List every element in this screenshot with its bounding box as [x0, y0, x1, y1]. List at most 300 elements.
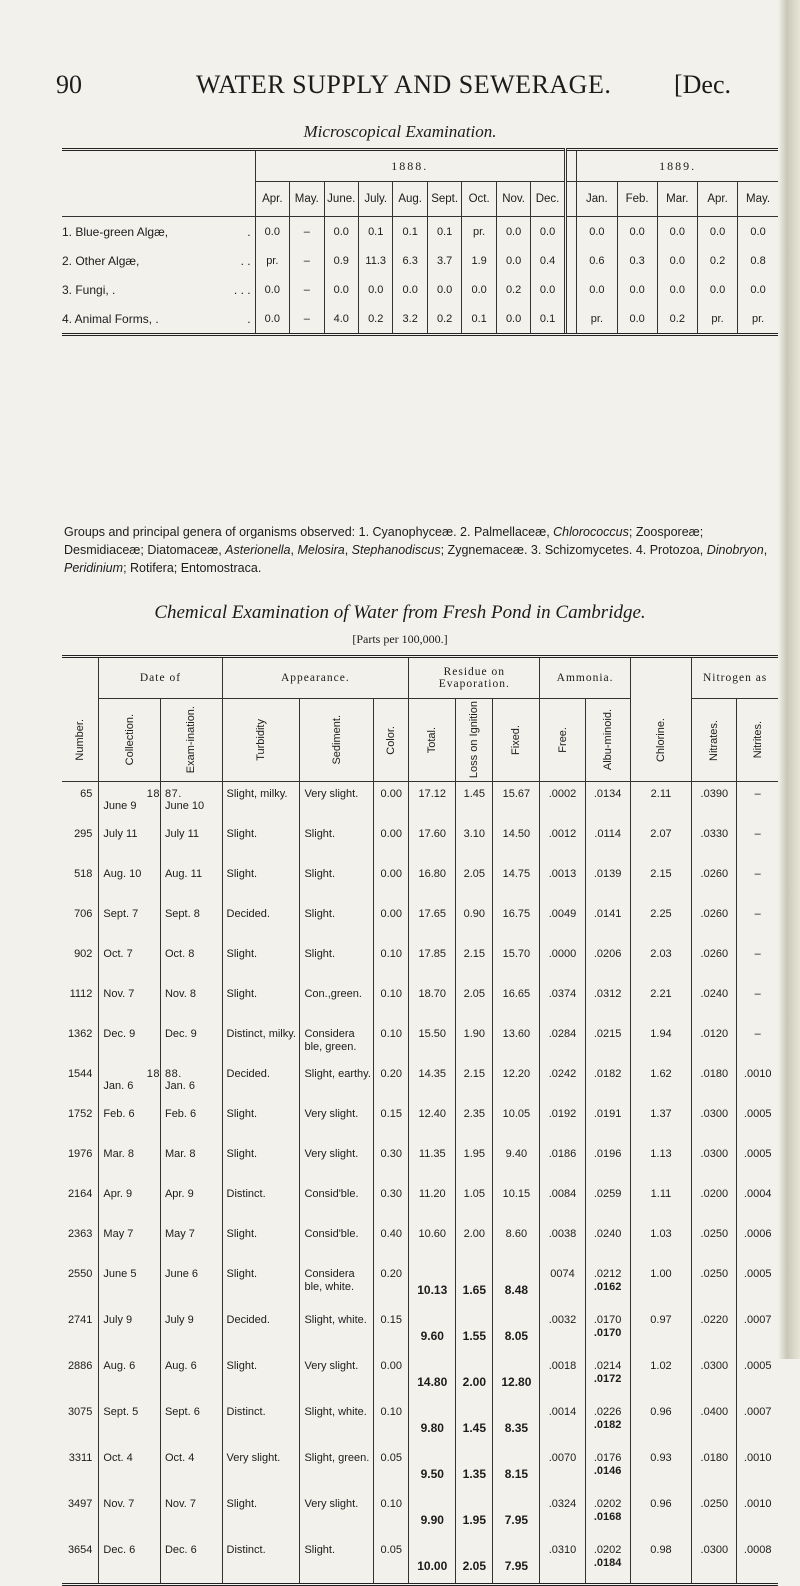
- month-1888-7: Nov.: [496, 182, 530, 217]
- chem-cell: [737, 1022, 778, 1062]
- chem-value: –: [754, 788, 761, 800]
- chem-value: 17.65: [418, 908, 447, 920]
- year-separator: [565, 275, 576, 304]
- chem-value: .0312: [593, 988, 622, 1000]
- chem-cell: [222, 1222, 300, 1262]
- chem-cell: [300, 1062, 374, 1102]
- chem-cell: [456, 1022, 493, 1062]
- col-header-text: Loss on Ignition: [468, 701, 481, 779]
- col-header-11: [630, 699, 692, 782]
- chem-cell: Very slight.: [300, 1354, 374, 1400]
- month-1889-3: Apr.: [697, 182, 737, 217]
- chem-cell: [409, 1354, 456, 1400]
- micro-row: [62, 304, 778, 335]
- chem-value: 1.90: [463, 1028, 486, 1040]
- chem-cell: [409, 1308, 456, 1354]
- col-header-text: Number.: [74, 718, 87, 761]
- col-header-1: [99, 699, 161, 782]
- chem-cell: [62, 942, 99, 982]
- micro-cell: 11.3: [358, 246, 392, 275]
- chem-value: .0120: [700, 1028, 729, 1040]
- chem-cell: [585, 1446, 630, 1492]
- chem-cell: [630, 862, 692, 902]
- col-header-9: [540, 699, 585, 782]
- chem-value: 65: [80, 788, 93, 800]
- chem-value: .0084: [548, 1188, 577, 1200]
- chem-cell: [160, 1062, 222, 1102]
- chem-cell: .0008: [737, 1538, 778, 1584]
- chem-cell: [630, 1062, 692, 1102]
- chem-cell: Considera ble, white.: [300, 1262, 374, 1308]
- chem-value: 0.10: [380, 948, 402, 960]
- chem-value: 0.10: [380, 1028, 402, 1040]
- chem-cell: Aug. 6: [160, 1354, 222, 1400]
- micro-cell: 0.0: [462, 275, 496, 304]
- chem-value: .0176: [593, 1452, 622, 1464]
- chem-cell: .0250: [692, 1262, 737, 1308]
- micro-cell: 0.2: [496, 275, 530, 304]
- chem-cell: [585, 1182, 630, 1222]
- chem-value: 1544: [67, 1068, 93, 1080]
- chem-value: 1.94: [650, 1028, 672, 1040]
- chem-cell: .0018: [540, 1354, 585, 1400]
- chem-cell: [692, 1222, 737, 1262]
- chem-row: [62, 982, 778, 1022]
- chem-cell: [493, 862, 540, 902]
- micro-cell: 0.6: [577, 246, 617, 275]
- chemical-table: [62, 655, 778, 1586]
- chem-value: Dec. 9: [103, 1028, 136, 1040]
- chem-value: –: [754, 908, 761, 920]
- chem-value: .0038: [548, 1228, 577, 1240]
- chem-value: Nov. 8: [164, 988, 196, 1000]
- micro-cell: 1.9: [462, 246, 496, 275]
- chem-cell: .0250: [692, 1492, 737, 1538]
- chem-cell: [160, 1222, 222, 1262]
- micro-cell: 0.0: [496, 304, 530, 335]
- chem-cell: [456, 1262, 493, 1308]
- chem-value: 902: [74, 948, 93, 960]
- chem-cell: [456, 902, 493, 942]
- chem-value: 3.10: [463, 828, 486, 840]
- chem-cell: [409, 942, 456, 982]
- chem-cell: [630, 782, 692, 823]
- chem-cell: [585, 1400, 630, 1446]
- chem-cell: [493, 902, 540, 942]
- chem-cell: [493, 782, 540, 823]
- col-header-text: Collection.: [123, 714, 136, 766]
- chem-cell: 0.97: [630, 1308, 692, 1354]
- micro-cell: pr.: [255, 246, 289, 275]
- month-1888-0: Apr.: [255, 182, 289, 217]
- chem-cell: .0300: [692, 1538, 737, 1584]
- chem-cell: .0010: [737, 1446, 778, 1492]
- chem-value: May 7: [164, 1228, 195, 1240]
- chem-value: .0182: [593, 1068, 622, 1080]
- chem-value: 1.03: [650, 1228, 672, 1240]
- chem-cell: Nov. 7: [160, 1492, 222, 1538]
- chem-cell: [300, 822, 374, 862]
- chem-row: [62, 942, 778, 982]
- micro-cell: pr.: [697, 304, 737, 335]
- chem-value: 0.30: [380, 1188, 402, 1200]
- micro-cell: 0.0: [657, 217, 697, 247]
- chem-cell: [374, 982, 409, 1022]
- col-header-7: [456, 699, 493, 782]
- chem-cell: [62, 1022, 99, 1062]
- chem-value: Feb. 6: [164, 1108, 197, 1120]
- chem-cell: [493, 1492, 540, 1538]
- chem-cell: [493, 982, 540, 1022]
- chem-value-bold: 2.00: [462, 1375, 486, 1389]
- chem-cell: [456, 1062, 493, 1102]
- chem-cell: Slight, white.: [300, 1308, 374, 1354]
- chem-cell: [99, 1062, 161, 1102]
- chem-cell: [692, 862, 737, 902]
- chem-cell: [737, 822, 778, 862]
- chem-row: [62, 1182, 778, 1222]
- chem-cell: [62, 862, 99, 902]
- chem-cell: [160, 902, 222, 942]
- chem-cell: Decided.: [222, 1308, 300, 1354]
- chem-value: 0.30: [380, 1148, 402, 1160]
- micro-cell: 0.0: [324, 217, 358, 247]
- chem-cell: [692, 1142, 737, 1182]
- chem-value: 17.12: [418, 788, 447, 800]
- chem-caption: Chemical Examination of Water from Fresh Pond in Cambridge.: [154, 602, 646, 623]
- chem-value: Very slight.: [304, 788, 359, 800]
- chem-cell: [630, 822, 692, 862]
- chem-cell: [300, 982, 374, 1022]
- chem-value: Nov. 7: [103, 988, 135, 1000]
- chem-cell: [374, 862, 409, 902]
- chem-cell: .0007: [737, 1400, 778, 1446]
- chem-cell: [409, 1022, 456, 1062]
- micro-row: [62, 217, 778, 247]
- col-header-0: [62, 699, 99, 782]
- chem-value: .0170: [593, 1314, 622, 1326]
- chem-cell: [493, 1538, 540, 1584]
- year-1889: 1889.: [577, 150, 778, 182]
- micro-cell: 0.4: [531, 246, 565, 275]
- micro-cell: 0.0: [617, 275, 657, 304]
- month-1889-0: Jan.: [577, 182, 617, 217]
- month-1889-2: Mar.: [657, 182, 697, 217]
- micro-row-label: [62, 217, 255, 247]
- micro-cell: 0.1: [427, 217, 461, 247]
- col-header-8: [493, 699, 540, 782]
- chem-cell: Nov. 7: [99, 1492, 161, 1538]
- chem-cell: [409, 982, 456, 1022]
- micro-cell: 4.0: [324, 304, 358, 335]
- chem-cell: [456, 1102, 493, 1142]
- chem-cell: [374, 942, 409, 982]
- micro-cell: –: [290, 217, 324, 247]
- chem-cell: July 9: [99, 1308, 161, 1354]
- micro-cell: 0.0: [427, 275, 461, 304]
- chem-row: [62, 782, 778, 823]
- chem-value-bold: 12.80: [501, 1375, 532, 1389]
- col-header-text: Color.: [385, 725, 398, 755]
- chem-cell: 1.02: [630, 1354, 692, 1400]
- chem-cell: Oct. 4: [160, 1446, 222, 1492]
- chem-cell: [300, 1102, 374, 1142]
- chem-cell: [737, 902, 778, 942]
- chem-row: [62, 1222, 778, 1262]
- chem-cell: [374, 1222, 409, 1262]
- row-label-dots: . . .: [233, 282, 251, 297]
- chem-value: 1.45: [463, 788, 486, 800]
- chem-value-bold: 1.55: [462, 1329, 486, 1343]
- chem-value: 1.62: [650, 1068, 672, 1080]
- micro-cell: 0.0: [531, 275, 565, 304]
- chem-value: 2.07: [650, 828, 672, 840]
- chem-cell: 2886: [67, 1360, 93, 1372]
- group-ammonia: Ammonia.: [540, 657, 630, 699]
- chem-cell: [300, 1222, 374, 1262]
- chem-cell: 0.96: [630, 1400, 692, 1446]
- chem-value: 2.05: [463, 988, 486, 1000]
- chem-cell: Slight.: [222, 1492, 300, 1538]
- chem-cell: Oct. 4: [99, 1446, 161, 1492]
- chem-value: .0012: [548, 828, 577, 840]
- chem-value: 15.70: [502, 948, 531, 960]
- chem-value-bold: 9.50: [420, 1467, 444, 1481]
- chem-row: [62, 1142, 778, 1182]
- micro-cell: 0.0: [697, 217, 737, 247]
- col-header-text: Free.: [556, 727, 569, 753]
- chem-value: .0374: [548, 988, 577, 1000]
- chem-value: –: [754, 948, 761, 960]
- month-1888-4: Aug.: [393, 182, 427, 217]
- chem-cell: .0324: [540, 1492, 585, 1538]
- micro-cell: 0.0: [255, 304, 289, 335]
- chem-value: 14.50: [502, 828, 531, 840]
- chem-value: Consid'ble.: [304, 1188, 359, 1200]
- chem-row: [62, 1538, 778, 1584]
- chem-cell: [585, 1538, 630, 1584]
- chem-cell: July 9: [160, 1308, 222, 1354]
- chem-value: 2164: [67, 1188, 93, 1200]
- chem-value-bold: .0182: [593, 1419, 622, 1431]
- year-separator: [565, 217, 576, 247]
- micro-row-label: [62, 304, 255, 335]
- chem-value: Sept. 7: [103, 908, 139, 920]
- chem-cell: [62, 1182, 99, 1222]
- chem-value: 16.65: [502, 988, 531, 1000]
- chem-cell: Slight.: [300, 1538, 374, 1584]
- chem-value: –: [754, 868, 761, 880]
- chem-value: Feb. 6: [103, 1108, 135, 1120]
- micro-cell: 3.2: [393, 304, 427, 335]
- chem-value: .0000: [548, 948, 577, 960]
- chem-cell: [99, 1102, 161, 1142]
- chem-value: 0.00: [380, 908, 402, 920]
- chem-value-bold: 10.13: [417, 1283, 448, 1297]
- chem-value: .0134: [593, 788, 622, 800]
- chem-cell: [737, 1062, 778, 1102]
- chem-cell: [160, 862, 222, 902]
- chem-value: .0139: [593, 868, 622, 880]
- chem-value: 14.35: [418, 1068, 447, 1080]
- chem-value: .0141: [593, 908, 622, 920]
- chem-cell: .0005: [737, 1354, 778, 1400]
- chem-cell: [62, 822, 99, 862]
- chem-value: Slight.: [226, 948, 258, 960]
- chem-cell: [737, 1182, 778, 1222]
- chem-value: 2.05: [463, 868, 486, 880]
- chem-value-bold: 8.48: [504, 1283, 529, 1297]
- chem-value: Slight.: [304, 948, 336, 960]
- chem-cell: [540, 982, 585, 1022]
- chem-value: 15.50: [418, 1028, 447, 1040]
- chem-value: Apr. 9: [103, 1188, 133, 1200]
- chem-cell: [585, 1102, 630, 1142]
- micro-cell: 0.0: [393, 275, 427, 304]
- chem-value: .0186: [548, 1148, 577, 1160]
- chem-cell: [456, 1182, 493, 1222]
- chem-value: 0.00: [380, 828, 402, 840]
- chem-value: 16.80: [418, 868, 447, 880]
- chem-cell: [692, 942, 737, 982]
- chem-cell: Aug. 6: [99, 1354, 161, 1400]
- chem-value: June 9: [103, 800, 137, 812]
- chem-cell: [493, 1102, 540, 1142]
- chem-cell: [409, 902, 456, 942]
- chem-row: [62, 822, 778, 862]
- chem-cell: .0180: [692, 1446, 737, 1492]
- month-1888-8: Dec.: [531, 182, 565, 217]
- micro-row-label: [62, 246, 255, 275]
- chem-value: 14.75: [502, 868, 531, 880]
- chem-cell: [456, 1142, 493, 1182]
- year-separator: [565, 246, 576, 275]
- chem-value: –: [754, 988, 761, 1000]
- chem-cell: [300, 942, 374, 982]
- chem-cell: [409, 1182, 456, 1222]
- chem-value: .0240: [593, 1228, 622, 1240]
- chem-cell: [300, 1022, 374, 1062]
- chem-value: 0.20: [380, 1068, 402, 1080]
- col-header-4: [300, 699, 374, 782]
- col-header-2: [160, 699, 222, 782]
- chem-cell: [585, 1022, 630, 1062]
- chem-cell: [692, 1182, 737, 1222]
- micro-cell: 3.7: [427, 246, 461, 275]
- chem-value: .0200: [700, 1188, 729, 1200]
- chem-cell: [692, 782, 737, 823]
- micro-cell: 0.0: [255, 217, 289, 247]
- chem-cell: [160, 942, 222, 982]
- chem-value: .0215: [593, 1028, 622, 1040]
- chem-cell: [493, 942, 540, 982]
- chem-row: [62, 1308, 778, 1354]
- chem-cell: [585, 1354, 630, 1400]
- chem-value: 11.20: [418, 1188, 446, 1200]
- chem-cell: [160, 822, 222, 862]
- chem-value: .0330: [700, 828, 729, 840]
- chem-cell: [409, 1222, 456, 1262]
- year-separator: [565, 182, 576, 217]
- chem-cell: [374, 822, 409, 862]
- micro-cell: 0.3: [617, 246, 657, 275]
- page-edge-shadow: [778, 0, 800, 1359]
- chem-cell: Slight, white.: [300, 1400, 374, 1446]
- chem-cell: [222, 942, 300, 982]
- chem-value: 9.40: [505, 1148, 528, 1160]
- micro-cell: 0.0: [657, 275, 697, 304]
- chem-cell: [630, 1142, 692, 1182]
- chem-cell: [692, 982, 737, 1022]
- chem-value-bold: .0168: [593, 1511, 622, 1523]
- chem-row: [62, 1400, 778, 1446]
- chem-cell: [540, 1062, 585, 1102]
- row-label-dots: . .: [240, 253, 251, 268]
- row-label-text: 2. Other Algæ,: [62, 253, 140, 268]
- chem-cell: [456, 1354, 493, 1400]
- micro-cell: pr.: [738, 304, 778, 335]
- chem-value: 11.35: [418, 1148, 446, 1160]
- col-header-text: Exam-ination.: [185, 706, 198, 774]
- chem-value: 1.37: [650, 1108, 672, 1120]
- chem-value: .0260: [700, 908, 729, 920]
- chem-cell: Sept. 5: [99, 1400, 161, 1446]
- chem-cell: 3497: [67, 1498, 93, 1510]
- chem-value: Oct. 7: [103, 948, 133, 960]
- chem-value: 2.15: [463, 948, 486, 960]
- chem-value: .0260: [700, 948, 729, 960]
- chem-cell: [160, 982, 222, 1022]
- chem-cell: [630, 942, 692, 982]
- col-header-10: [585, 699, 630, 782]
- chem-cell: .0005: [737, 1262, 778, 1308]
- chem-cell: [630, 1222, 692, 1262]
- chem-value: 2.25: [650, 908, 672, 920]
- chem-cell: [493, 1400, 540, 1446]
- chem-value: 518: [74, 868, 93, 880]
- chem-value: Jan. 6: [103, 1080, 134, 1092]
- micro-row-label: [62, 275, 255, 304]
- chem-cell: 0.05: [374, 1446, 409, 1492]
- chem-value: Slight.: [226, 988, 258, 1000]
- chem-cell: [374, 902, 409, 942]
- chem-value: Slight.: [304, 908, 336, 920]
- chem-value-bold: 9.80: [420, 1421, 444, 1435]
- group-appearance: Appearance.: [222, 657, 409, 699]
- chem-cell: 2741: [67, 1314, 93, 1326]
- chem-cell: [585, 1222, 630, 1262]
- chem-value-bold: 1.65: [462, 1283, 486, 1297]
- chem-value: 2.21: [650, 988, 672, 1000]
- chem-value-bold: 1.95: [462, 1513, 486, 1527]
- micro-cell: pr.: [462, 217, 496, 247]
- chem-cell: [540, 862, 585, 902]
- chem-value: 1976: [67, 1148, 93, 1160]
- month-1889-4: May.: [738, 182, 778, 217]
- chem-row: [62, 1446, 778, 1492]
- chem-value: –: [754, 1028, 761, 1040]
- chem-cell: Distinct.: [222, 1400, 300, 1446]
- chem-cell: Dec. 6: [160, 1538, 222, 1584]
- chem-cell: .0007: [737, 1308, 778, 1354]
- chem-cell: [62, 1062, 99, 1102]
- chem-cell: 3311: [68, 1452, 93, 1464]
- month-1889-1: Feb.: [617, 182, 657, 217]
- chem-value: .0259: [593, 1188, 622, 1200]
- chem-value-bold: .0162: [593, 1281, 622, 1293]
- chem-cell: [692, 822, 737, 862]
- col-header-text: Total.: [426, 726, 439, 754]
